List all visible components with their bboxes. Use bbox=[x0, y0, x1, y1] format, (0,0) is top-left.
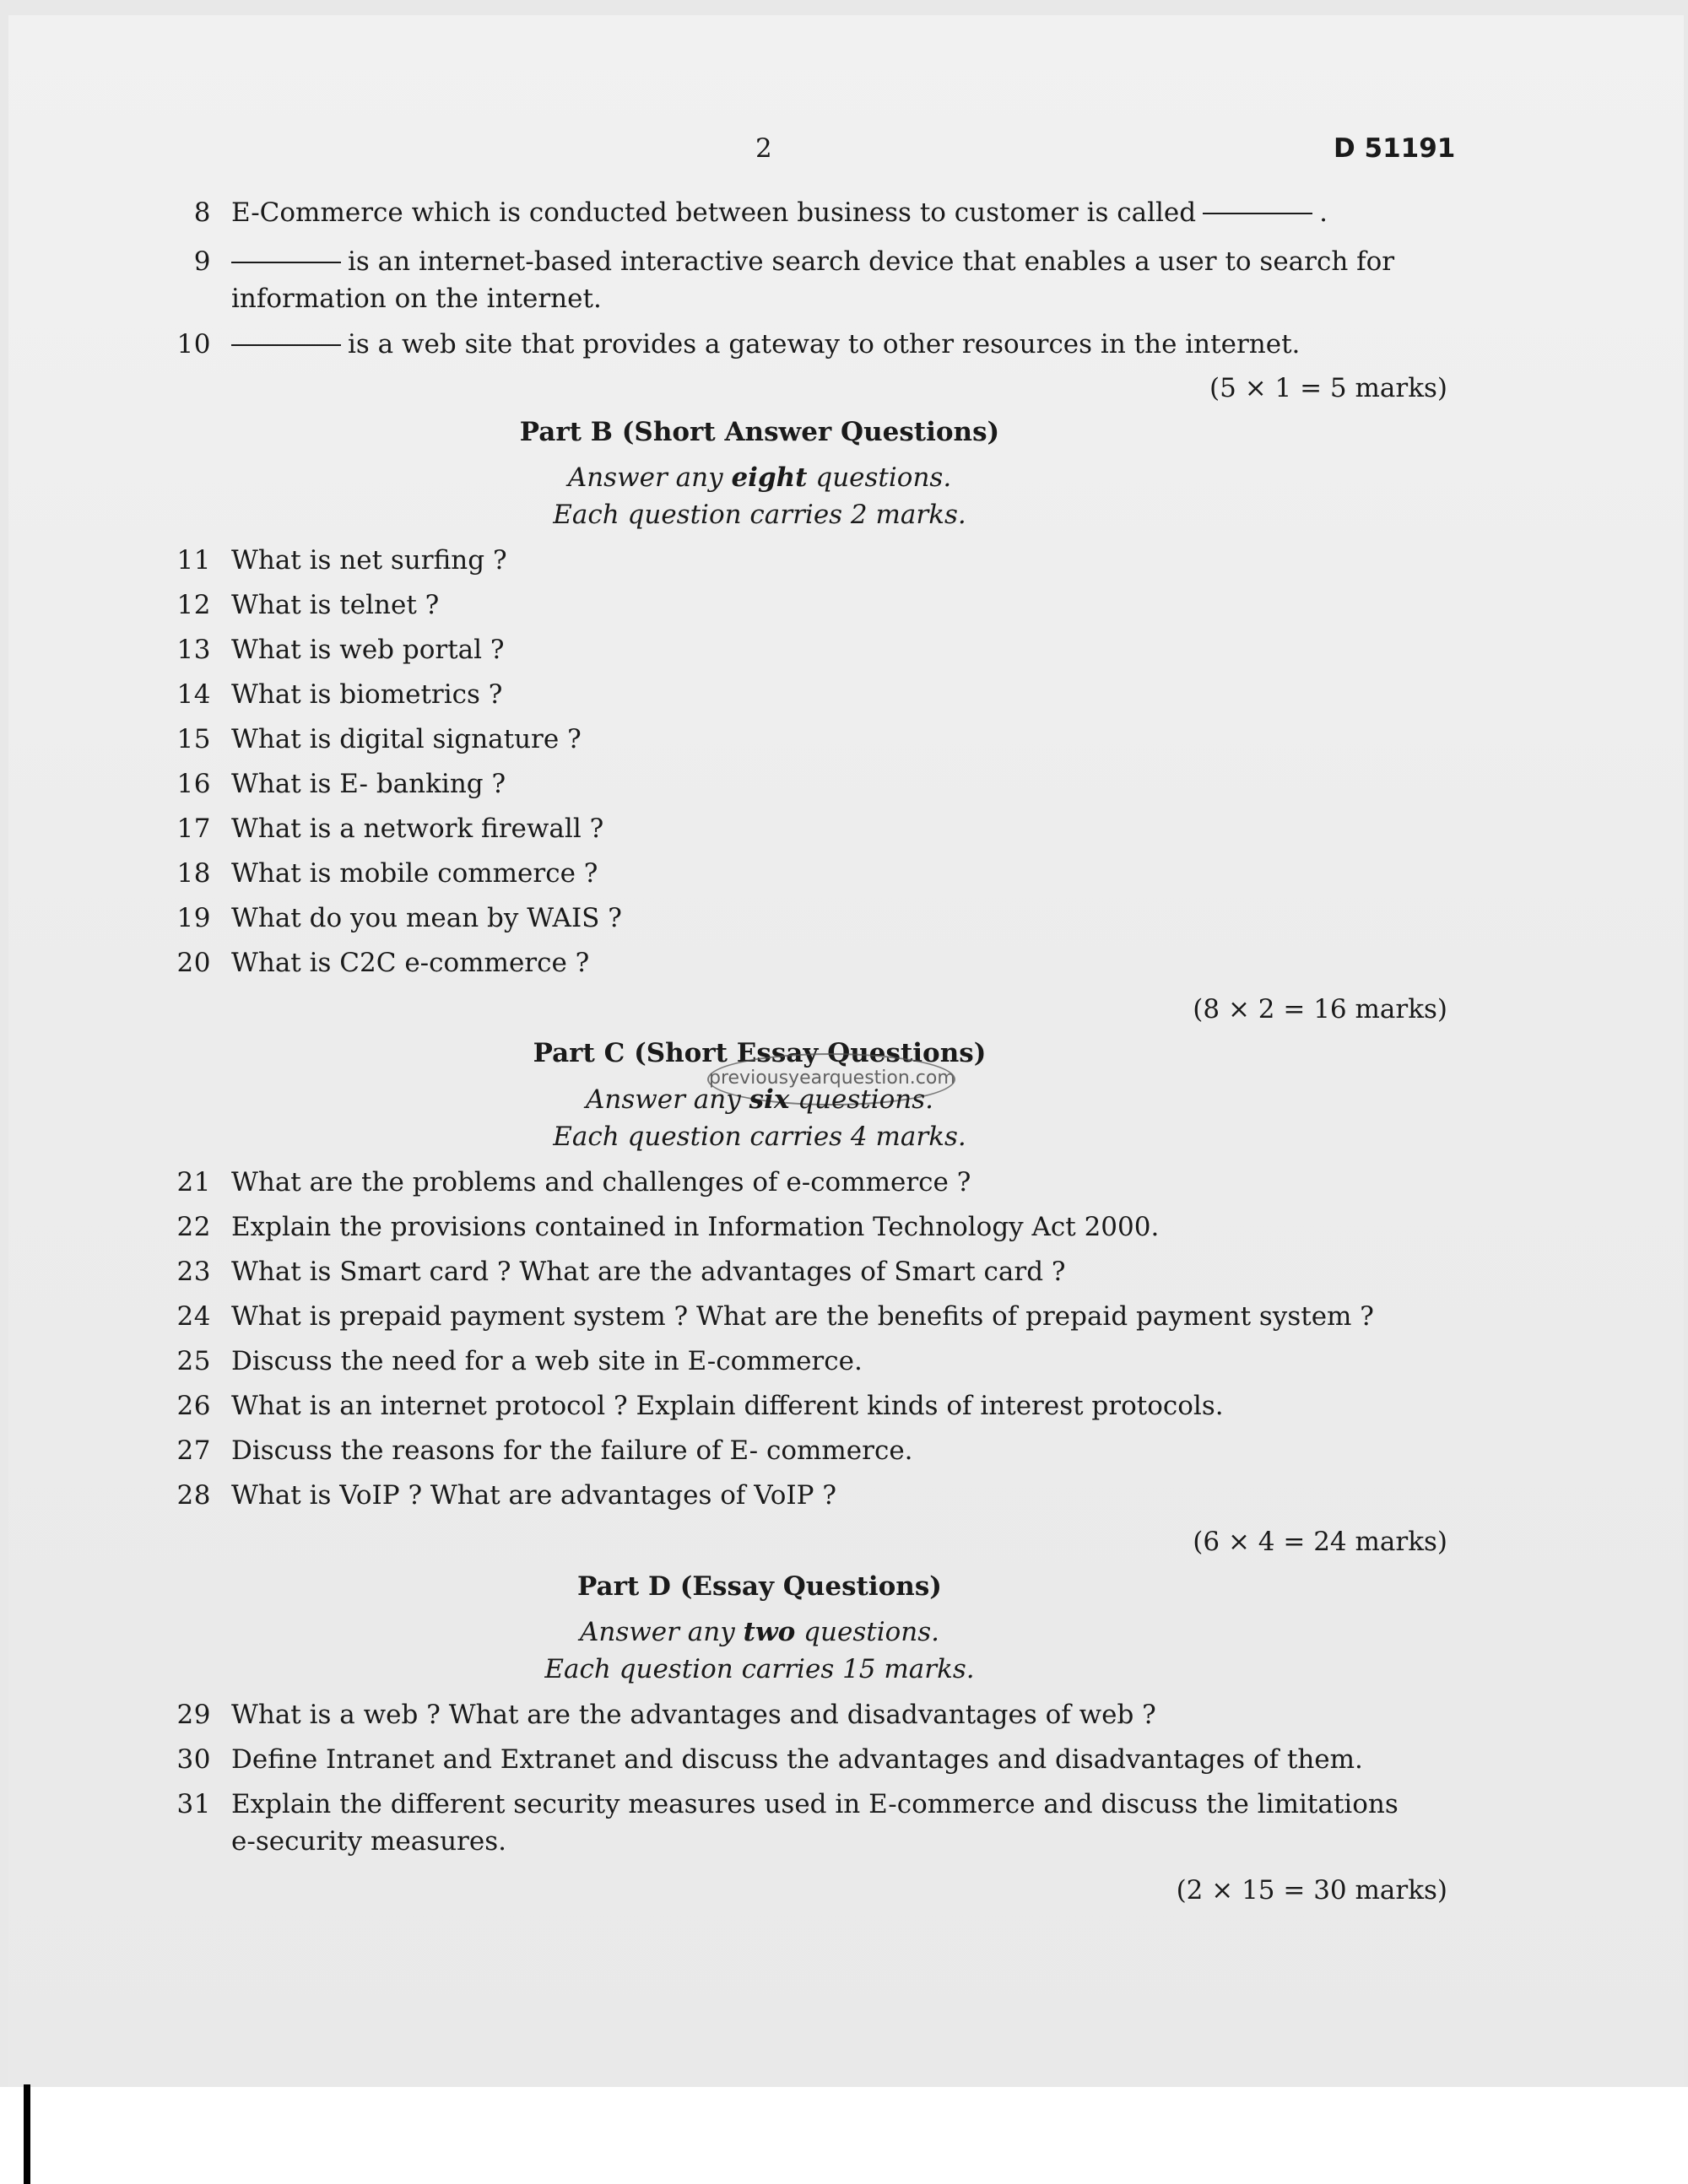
question-text: Explain the different security measures used in E-commerce and discuss the limitations bbox=[231, 1789, 1399, 1819]
marks-summary: (6 × 4 = 24 marks) bbox=[1193, 1527, 1447, 1557]
question-text: What is web portal ? bbox=[231, 635, 505, 665]
question-text: What is a web ? What are the advantages and disadvantages of web ? bbox=[231, 1700, 1156, 1730]
question-text: What is telnet ? bbox=[231, 590, 440, 620]
question-text-part: E-Commerce which is conducted between business to customer is called bbox=[231, 197, 1197, 228]
question-number: 14 bbox=[176, 679, 211, 710]
question-text bbox=[231, 197, 1328, 228]
question-text: Explain the provisions contained in Information Technology Act 2000. bbox=[231, 1212, 1160, 1242]
question-text: Discuss the need for a web site in E-commerce. bbox=[231, 1346, 863, 1376]
question-text: What is prepaid payment system ? What are the benefits of prepaid payment system ? bbox=[231, 1301, 1374, 1332]
question-number: 22 bbox=[176, 1212, 211, 1242]
instruction-text: questions. bbox=[798, 1084, 934, 1115]
scan-edge bbox=[24, 2084, 30, 2184]
question-number: 19 bbox=[176, 903, 211, 933]
question-text bbox=[231, 246, 1394, 277]
instruction-emphasis: six bbox=[749, 1084, 790, 1115]
question-number: 11 bbox=[176, 545, 211, 576]
question-number: 25 bbox=[176, 1346, 211, 1376]
section-title: Part C (Short Essay Questions) bbox=[533, 1038, 987, 1068]
question-number: 16 bbox=[176, 769, 211, 799]
question-number: 30 bbox=[176, 1744, 211, 1775]
question-number: 28 bbox=[176, 1480, 211, 1511]
watermark-stamp: previousyearquestion.com bbox=[707, 1053, 955, 1106]
question-number: 21 bbox=[176, 1167, 211, 1197]
question-number: 23 bbox=[176, 1257, 211, 1287]
question-text: What is a network firewall ? bbox=[231, 814, 604, 844]
question-number: 26 bbox=[176, 1391, 211, 1421]
section-marks-note: Each question carries 15 marks. bbox=[544, 1654, 975, 1684]
section-instruction bbox=[0, 1617, 1519, 1647]
instruction-emphasis: two bbox=[743, 1617, 796, 1647]
question-number: 12 bbox=[176, 590, 211, 620]
section-instruction bbox=[0, 1084, 1519, 1115]
section-title: Part D (Essay Questions) bbox=[577, 1571, 942, 1602]
question-text-continued: information on the internet. bbox=[231, 284, 602, 314]
marks-summary: (2 × 15 = 30 marks) bbox=[1176, 1875, 1447, 1906]
section-marks-note: Each question carries 2 marks. bbox=[553, 500, 966, 530]
question-text: What is biometrics ? bbox=[231, 679, 503, 710]
page-number: 2 bbox=[755, 133, 772, 164]
paper-code: D 51191 bbox=[1334, 133, 1456, 164]
question-text-part: is an internet-based interactive search device that enables a user to search for bbox=[348, 246, 1395, 277]
question-text: What do you mean by WAIS ? bbox=[231, 903, 622, 933]
question-number: 24 bbox=[176, 1301, 211, 1332]
instruction-emphasis: eight bbox=[731, 462, 808, 493]
question-text: What is mobile commerce ? bbox=[231, 858, 598, 889]
section-instruction bbox=[0, 462, 1519, 493]
fill-blank bbox=[231, 344, 341, 346]
question-text: What is digital signature ? bbox=[231, 724, 582, 754]
question-text: What is net surfing ? bbox=[231, 545, 507, 576]
question-number: 13 bbox=[176, 635, 211, 665]
question-text: What are the problems and challenges of e-commerce ? bbox=[231, 1167, 971, 1197]
question-text-part: is a web site that provides a gateway to other resources in the internet. bbox=[348, 329, 1301, 359]
section-marks-note: Each question carries 4 marks. bbox=[553, 1122, 966, 1152]
question-text bbox=[231, 329, 1300, 359]
question-number: 18 bbox=[176, 858, 211, 889]
question-text: What is an internet protocol ? Explain different kinds of interest protocols. bbox=[231, 1391, 1224, 1421]
question-text: What is Smart card ? What are the advantages of Smart card ? bbox=[231, 1257, 1066, 1287]
question-text: What is VoIP ? What are advantages of VoIP ? bbox=[231, 1480, 837, 1511]
question-number: 8 bbox=[193, 197, 211, 228]
marks-summary: (5 × 1 = 5 marks) bbox=[1209, 373, 1447, 403]
marks-summary: (8 × 2 = 16 marks) bbox=[1193, 994, 1447, 1024]
question-number: 29 bbox=[176, 1700, 211, 1730]
question-number: 20 bbox=[176, 948, 211, 978]
question-text-part: . bbox=[1319, 197, 1328, 228]
question-text: What is C2C e-commerce ? bbox=[231, 948, 590, 978]
instruction-text: Answer any bbox=[567, 462, 723, 493]
question-text: Define Intranet and Extranet and discuss the advantages and disadvantages of them. bbox=[231, 1744, 1363, 1775]
question-number: 10 bbox=[176, 329, 211, 359]
fill-blank bbox=[231, 262, 341, 263]
question-number: 15 bbox=[176, 724, 211, 754]
section-title: Part B (Short Answer Questions) bbox=[519, 417, 1000, 447]
instruction-text: questions. bbox=[803, 1617, 939, 1647]
question-text: Discuss the reasons for the failure of E- commerce. bbox=[231, 1435, 913, 1466]
question-number: 9 bbox=[193, 246, 211, 277]
question-number: 17 bbox=[176, 814, 211, 844]
question-number: 27 bbox=[176, 1435, 211, 1466]
instruction-text: Answer any bbox=[579, 1617, 735, 1647]
instruction-text: questions. bbox=[815, 462, 952, 493]
question-number: 31 bbox=[176, 1789, 211, 1819]
instruction-text: Answer any bbox=[585, 1084, 741, 1115]
fill-blank bbox=[1203, 213, 1312, 214]
question-text-continued: e-security measures. bbox=[231, 1826, 506, 1857]
question-text: What is E- banking ? bbox=[231, 769, 506, 799]
scan-margin bbox=[0, 2087, 1688, 2184]
